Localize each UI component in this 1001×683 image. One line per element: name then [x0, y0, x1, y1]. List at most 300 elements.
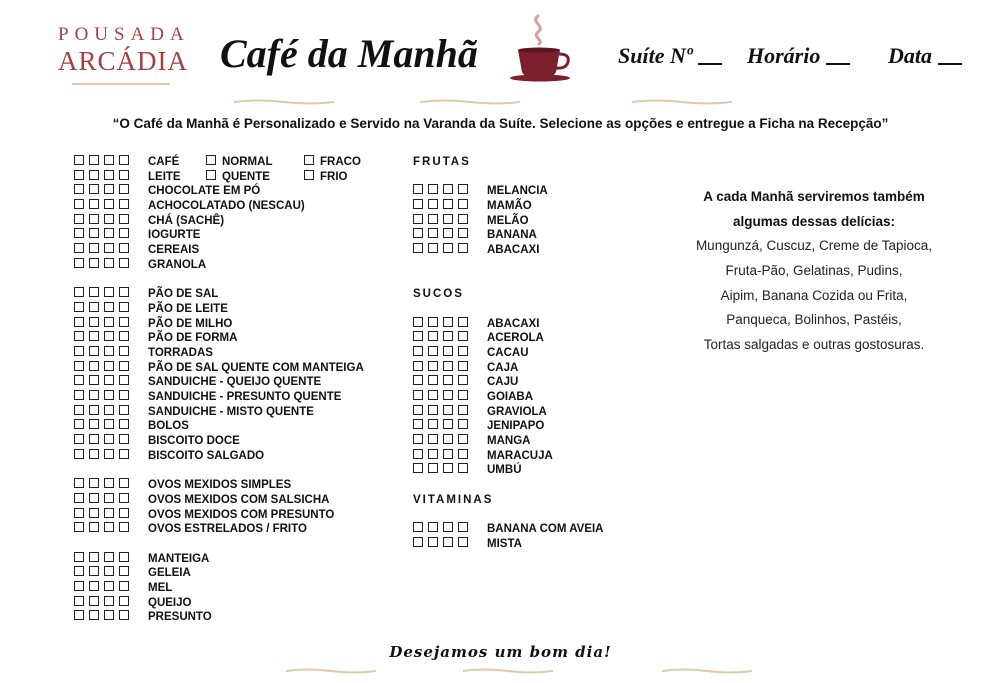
- checkbox-icon[interactable]: [428, 463, 438, 473]
- checkbox-icon[interactable]: [119, 508, 129, 518]
- checkbox-group: [74, 375, 148, 390]
- checkbox-icon[interactable]: [458, 419, 468, 429]
- checkbox-icon[interactable]: [304, 170, 314, 180]
- checkbox-icon[interactable]: [104, 375, 114, 385]
- menu-item-label: CAJA: [487, 361, 519, 374]
- checkbox-icon[interactable]: [104, 243, 114, 253]
- checkbox-group: [74, 419, 148, 434]
- checkbox-icon[interactable]: [119, 361, 129, 371]
- checkbox-group: [413, 449, 487, 464]
- checkbox-icon[interactable]: [104, 552, 114, 562]
- checkbox-icon[interactable]: [458, 375, 468, 385]
- checkbox-icon[interactable]: [89, 581, 99, 591]
- checkbox-group: [413, 375, 487, 390]
- extras-line: Panqueca, Bolinhos, Pastéis,: [726, 312, 902, 328]
- checkbox-icon[interactable]: [458, 199, 468, 209]
- checkbox-icon[interactable]: [104, 478, 114, 488]
- breads-list: [74, 287, 364, 463]
- checkbox-icon[interactable]: [428, 537, 438, 547]
- checkbox-icon[interactable]: [104, 228, 114, 238]
- checkbox-icon[interactable]: [119, 214, 129, 224]
- checkbox-icon[interactable]: [104, 361, 114, 371]
- checkbox-icon[interactable]: [428, 390, 438, 400]
- checkbox-icon[interactable]: [428, 346, 438, 356]
- checkbox-icon[interactable]: [413, 405, 423, 415]
- suite-number-blank[interactable]: [698, 45, 722, 65]
- checkbox-icon[interactable]: [458, 361, 468, 371]
- checkbox-icon[interactable]: [74, 287, 84, 297]
- checkbox-icon[interactable]: [119, 449, 129, 459]
- checkbox-icon[interactable]: [74, 405, 84, 415]
- checkbox-icon[interactable]: [458, 214, 468, 224]
- menu-item-row: [413, 522, 604, 537]
- menu-item-row: [413, 463, 604, 478]
- checkbox-icon[interactable]: [119, 331, 129, 341]
- option-label: NORMAL: [222, 156, 273, 168]
- checkbox-icon[interactable]: [104, 346, 114, 356]
- menu-item-label: OVOS MEXIDOS SIMPLES: [148, 479, 292, 492]
- checkbox-icon[interactable]: [104, 258, 114, 268]
- checkbox-icon[interactable]: [458, 463, 468, 473]
- checkbox-icon[interactable]: [458, 537, 468, 547]
- checkbox-icon[interactable]: [443, 434, 453, 444]
- menu-item-row: [74, 449, 364, 464]
- checkbox-icon[interactable]: [443, 375, 453, 385]
- checkbox-icon[interactable]: [428, 375, 438, 385]
- checkbox-icon[interactable]: [89, 258, 99, 268]
- checkbox-group: [74, 596, 148, 611]
- checkbox-icon[interactable]: [74, 155, 84, 165]
- menu-item-label: MANGA: [487, 435, 531, 448]
- ornament-divider: [662, 668, 752, 674]
- checkbox-icon[interactable]: [74, 552, 84, 562]
- checkbox-group: [413, 184, 487, 199]
- checkbox-icon[interactable]: [104, 493, 114, 503]
- checkbox-icon[interactable]: [89, 184, 99, 194]
- checkbox-icon[interactable]: [89, 405, 99, 415]
- menu-item-row: [74, 302, 364, 317]
- checkbox-group: [74, 610, 148, 625]
- checkbox-icon[interactable]: [119, 419, 129, 429]
- time-field[interactable]: [747, 43, 850, 69]
- checkbox-icon[interactable]: [443, 331, 453, 341]
- checkbox-icon[interactable]: [104, 184, 114, 194]
- checkbox-icon[interactable]: [74, 346, 84, 356]
- checkbox-icon[interactable]: [119, 552, 129, 562]
- checkbox-icon[interactable]: [428, 522, 438, 532]
- checkbox-icon[interactable]: [428, 419, 438, 429]
- checkbox-icon[interactable]: [443, 390, 453, 400]
- menu-item-row: [74, 331, 364, 346]
- instructions-text: “O Café da Manhã é Personalizado e Servido na Varanda da Suíte. Selecione as opções e entregue a Ficha na Recepção”: [112, 116, 889, 131]
- checkbox-icon[interactable]: [119, 434, 129, 444]
- section-title-sucos: SUCOS: [413, 288, 464, 301]
- checkbox-icon[interactable]: [119, 155, 129, 165]
- checkbox-group: [413, 243, 487, 258]
- checkbox-icon[interactable]: [104, 287, 114, 297]
- checkbox-icon[interactable]: [104, 566, 114, 576]
- checkbox-icon[interactable]: [89, 346, 99, 356]
- checkbox-group: [74, 566, 148, 581]
- checkbox-icon[interactable]: [119, 258, 129, 268]
- checkbox-icon[interactable]: [428, 228, 438, 238]
- menu-item-row: [74, 199, 364, 214]
- checkbox-icon[interactable]: [428, 184, 438, 194]
- checkbox-icon[interactable]: [428, 199, 438, 209]
- suite-number-label: Suíte Nº: [618, 43, 693, 68]
- checkbox-icon[interactable]: [458, 346, 468, 356]
- checkbox-group: [74, 522, 148, 537]
- checkbox-icon[interactable]: [89, 449, 99, 459]
- extras-line: Aipim, Banana Cozida ou Frita,: [720, 287, 908, 303]
- menu-item-label: MANTEIGA: [148, 552, 210, 565]
- checkbox-icon[interactable]: [428, 317, 438, 327]
- checkbox-icon[interactable]: [74, 228, 84, 238]
- checkbox-icon[interactable]: [74, 331, 84, 341]
- menu-item-label: OVOS MEXIDOS COM SALSICHA: [148, 493, 330, 506]
- checkbox-icon[interactable]: [89, 375, 99, 385]
- checkbox-icon[interactable]: [89, 155, 99, 165]
- checkbox-group: [74, 243, 148, 258]
- suite-number-field[interactable]: [618, 43, 722, 69]
- menu-item-label: ACHOCOLATADO (NESCAU): [148, 200, 305, 213]
- extras-heading-1: A cada Manhã serviremos também: [703, 189, 925, 204]
- checkbox-icon[interactable]: [119, 405, 129, 415]
- checkbox-icon[interactable]: [119, 596, 129, 606]
- checkbox-icon[interactable]: [458, 243, 468, 253]
- option-choice[interactable]: [206, 155, 296, 170]
- checkbox-icon[interactable]: [104, 199, 114, 209]
- checkbox-icon[interactable]: [74, 214, 84, 224]
- checkbox-group: [413, 228, 487, 243]
- menu-item-label: PÃO DE MILHO: [148, 317, 233, 330]
- checkbox-group: [413, 419, 487, 434]
- frutas-list: [413, 184, 604, 257]
- menu-item-label: TORRADAS: [148, 346, 213, 359]
- checkbox-icon[interactable]: [413, 390, 423, 400]
- checkbox-icon[interactable]: [74, 596, 84, 606]
- checkbox-icon[interactable]: [104, 155, 114, 165]
- checkbox-icon[interactable]: [413, 228, 423, 238]
- checkbox-icon[interactable]: [119, 302, 129, 312]
- checkbox-icon[interactable]: [458, 228, 468, 238]
- checkbox-icon[interactable]: [413, 375, 423, 385]
- checkbox-icon[interactable]: [89, 170, 99, 180]
- checkbox-icon[interactable]: [119, 287, 129, 297]
- checkbox-icon[interactable]: [428, 405, 438, 415]
- checkbox-group: [413, 463, 487, 478]
- checkbox-icon[interactable]: [428, 449, 438, 459]
- checkbox-icon[interactable]: [74, 199, 84, 209]
- checkbox-icon[interactable]: [119, 375, 129, 385]
- checkbox-icon[interactable]: [119, 390, 129, 400]
- checkbox-icon[interactable]: [458, 184, 468, 194]
- checkbox-icon[interactable]: [74, 493, 84, 503]
- checkbox-icon[interactable]: [104, 434, 114, 444]
- checkbox-icon[interactable]: [74, 419, 84, 429]
- menu-item-label: IOGURTE: [148, 229, 201, 242]
- menu-item-row: [413, 331, 604, 346]
- menu-item-row: [413, 184, 604, 199]
- checkbox-icon[interactable]: [89, 419, 99, 429]
- checkbox-icon[interactable]: [119, 199, 129, 209]
- ornament-divider: [234, 99, 334, 105]
- checkbox-icon[interactable]: [458, 390, 468, 400]
- menu-item-row: [413, 434, 604, 449]
- option-choice[interactable]: [206, 170, 296, 185]
- page-title: Café da Manhã: [220, 31, 478, 76]
- menu-item-row: [74, 552, 364, 567]
- checkbox-icon[interactable]: [104, 508, 114, 518]
- checkbox-icon[interactable]: [304, 155, 314, 165]
- checkbox-icon[interactable]: [413, 317, 423, 327]
- checkbox-icon[interactable]: [119, 170, 129, 180]
- menu-item-label: PÃO DE SAL: [148, 288, 219, 301]
- menu-item-row: [74, 581, 364, 596]
- checkbox-icon[interactable]: [428, 331, 438, 341]
- checkbox-icon[interactable]: [104, 170, 114, 180]
- checkbox-icon[interactable]: [413, 522, 423, 532]
- menu-item-row: [413, 375, 604, 390]
- checkbox-icon[interactable]: [89, 552, 99, 562]
- checkbox-icon[interactable]: [443, 346, 453, 356]
- menu-item-row: [74, 346, 364, 361]
- menu-item-label: MELANCIA: [487, 185, 548, 198]
- checkbox-icon[interactable]: [74, 581, 84, 591]
- checkbox-icon[interactable]: [119, 493, 129, 503]
- checkbox-icon[interactable]: [74, 508, 84, 518]
- checkbox-icon[interactable]: [104, 596, 114, 606]
- checkbox-icon[interactable]: [104, 214, 114, 224]
- checkbox-icon[interactable]: [413, 361, 423, 371]
- checkbox-icon[interactable]: [104, 302, 114, 312]
- checkbox-icon[interactable]: [89, 596, 99, 606]
- checkbox-icon[interactable]: [104, 390, 114, 400]
- checkbox-icon[interactable]: [89, 390, 99, 400]
- ornament-divider: [286, 668, 376, 674]
- checkbox-icon[interactable]: [413, 419, 423, 429]
- left-column: [74, 155, 364, 625]
- checkbox-icon[interactable]: [413, 331, 423, 341]
- checkbox-icon[interactable]: [74, 449, 84, 459]
- checkbox-icon[interactable]: [74, 375, 84, 385]
- checkbox-icon[interactable]: [119, 228, 129, 238]
- menu-item-row: [413, 228, 604, 243]
- checkbox-icon[interactable]: [206, 155, 216, 165]
- checkbox-icon[interactable]: [413, 199, 423, 209]
- checkbox-icon[interactable]: [104, 610, 114, 620]
- checkbox-icon[interactable]: [119, 478, 129, 488]
- menu-item-label: MAMÃO: [487, 200, 532, 213]
- checkbox-group: [74, 390, 148, 405]
- checkbox-icon[interactable]: [443, 419, 453, 429]
- checkbox-icon[interactable]: [443, 537, 453, 547]
- menu-item-label: CACAU: [487, 346, 529, 359]
- checkbox-icon[interactable]: [89, 361, 99, 371]
- checkbox-icon[interactable]: [89, 493, 99, 503]
- checkbox-icon[interactable]: [413, 463, 423, 473]
- checkbox-icon[interactable]: [89, 522, 99, 532]
- menu-item-label: MEL: [148, 581, 173, 594]
- checkbox-icon[interactable]: [104, 317, 114, 327]
- checkbox-group: [413, 361, 487, 376]
- checkbox-group: [74, 214, 148, 229]
- checkbox-icon[interactable]: [89, 199, 99, 209]
- checkbox-icon[interactable]: [443, 228, 453, 238]
- checkbox-icon[interactable]: [443, 361, 453, 371]
- checkbox-icon[interactable]: [458, 405, 468, 415]
- logo-line-2: ARCÁDIA: [58, 46, 189, 76]
- checkbox-icon[interactable]: [89, 434, 99, 444]
- checkbox-icon[interactable]: [119, 566, 129, 576]
- extras-panel: [672, 184, 956, 358]
- checkbox-icon[interactable]: [458, 522, 468, 532]
- checkbox-icon[interactable]: [428, 361, 438, 371]
- checkbox-icon[interactable]: [428, 243, 438, 253]
- checkbox-icon[interactable]: [443, 184, 453, 194]
- option-choice[interactable]: [304, 155, 361, 170]
- checkbox-icon[interactable]: [443, 243, 453, 253]
- menu-item-row: [74, 243, 364, 258]
- option-label: FRIO: [320, 170, 348, 183]
- extras-line: Fruta-Pão, Gelatinas, Pudins,: [725, 262, 903, 278]
- menu-item-label: BISCOITO SALGADO: [148, 449, 265, 462]
- checkbox-icon[interactable]: [458, 449, 468, 459]
- menu-item-label: BANANA: [487, 229, 537, 242]
- date-label: Data: [888, 43, 932, 68]
- checkbox-icon[interactable]: [89, 302, 99, 312]
- checkbox-icon[interactable]: [74, 243, 84, 253]
- checkbox-icon[interactable]: [413, 184, 423, 194]
- eggs-list: [74, 478, 364, 537]
- menu-item-row: [74, 493, 364, 508]
- checkbox-icon[interactable]: [443, 522, 453, 532]
- checkbox-icon[interactable]: [413, 449, 423, 459]
- checkbox-icon[interactable]: [89, 478, 99, 488]
- checkbox-icon[interactable]: [89, 610, 99, 620]
- menu-item-label: BISCOITO DOCE: [148, 435, 240, 448]
- spreads-list: [74, 552, 364, 625]
- checkbox-icon[interactable]: [104, 449, 114, 459]
- checkbox-icon[interactable]: [443, 214, 453, 224]
- checkbox-group: [74, 317, 148, 332]
- checkbox-icon[interactable]: [119, 522, 129, 532]
- checkbox-icon[interactable]: [413, 434, 423, 444]
- checkbox-icon[interactable]: [413, 346, 423, 356]
- drinks-list: [74, 155, 364, 273]
- menu-item-row: [74, 155, 364, 170]
- checkbox-icon[interactable]: [74, 361, 84, 371]
- checkbox-icon[interactable]: [104, 581, 114, 591]
- checkbox-icon[interactable]: [74, 390, 84, 400]
- checkbox-icon[interactable]: [89, 331, 99, 341]
- menu-item-row: [413, 419, 604, 434]
- checkbox-icon[interactable]: [119, 581, 129, 591]
- checkbox-icon[interactable]: [428, 214, 438, 224]
- menu-item-label: CAFÉ: [148, 156, 180, 168]
- checkbox-icon[interactable]: [443, 199, 453, 209]
- checkbox-icon[interactable]: [104, 419, 114, 429]
- checkbox-icon[interactable]: [458, 434, 468, 444]
- checkbox-icon[interactable]: [74, 184, 84, 194]
- checkbox-icon[interactable]: [89, 214, 99, 224]
- menu-item-label: CHOCOLATE EM PÓ: [148, 185, 261, 198]
- menu-item-row: [413, 317, 604, 332]
- option-choice[interactable]: [304, 170, 347, 185]
- checkbox-icon[interactable]: [104, 522, 114, 532]
- checkbox-icon[interactable]: [206, 170, 216, 180]
- date-field[interactable]: [888, 43, 962, 69]
- menu-item-label: MARACUJA: [487, 449, 553, 462]
- checkbox-icon[interactable]: [74, 258, 84, 268]
- checkbox-icon[interactable]: [413, 214, 423, 224]
- footer-greeting: Desejamos um bom dia!: [389, 643, 612, 661]
- ornament-divider: [420, 99, 520, 105]
- checkbox-icon[interactable]: [74, 434, 84, 444]
- menu-item-row: [413, 346, 604, 361]
- checkbox-icon[interactable]: [119, 184, 129, 194]
- checkbox-icon[interactable]: [89, 287, 99, 297]
- checkbox-icon[interactable]: [443, 463, 453, 473]
- checkbox-icon[interactable]: [443, 405, 453, 415]
- time-blank[interactable]: [826, 45, 850, 65]
- checkbox-icon[interactable]: [89, 228, 99, 238]
- checkbox-icon[interactable]: [89, 317, 99, 327]
- checkbox-icon[interactable]: [74, 170, 84, 180]
- menu-item-label: BOLOS: [148, 420, 189, 433]
- checkbox-group: [74, 508, 148, 523]
- vitaminas-list: [413, 522, 604, 551]
- menu-item-row: [74, 361, 364, 376]
- checkbox-icon[interactable]: [119, 346, 129, 356]
- menu-item-row: [74, 478, 364, 493]
- checkbox-group: [413, 434, 487, 449]
- menu-item-label: CHÁ (SACHÊ): [148, 214, 225, 227]
- checkbox-icon[interactable]: [458, 317, 468, 327]
- checkbox-icon[interactable]: [119, 243, 129, 253]
- checkbox-icon[interactable]: [74, 566, 84, 576]
- checkbox-icon[interactable]: [443, 449, 453, 459]
- checkbox-icon[interactable]: [413, 243, 423, 253]
- checkbox-icon[interactable]: [104, 405, 114, 415]
- checkbox-icon[interactable]: [89, 566, 99, 576]
- checkbox-icon[interactable]: [74, 317, 84, 327]
- menu-item-label: JENIPAPO: [487, 420, 545, 433]
- checkbox-group: [413, 331, 487, 346]
- checkbox-group: [413, 405, 487, 420]
- menu-item-label: GELEIA: [148, 567, 191, 580]
- checkbox-icon[interactable]: [104, 331, 114, 341]
- checkbox-icon[interactable]: [458, 331, 468, 341]
- checkbox-icon[interactable]: [428, 434, 438, 444]
- menu-item-row: [74, 228, 364, 243]
- menu-item-row: [413, 405, 604, 420]
- checkbox-icon[interactable]: [74, 302, 84, 312]
- checkbox-icon[interactable]: [74, 478, 84, 488]
- checkbox-icon[interactable]: [413, 537, 423, 547]
- checkbox-icon[interactable]: [443, 317, 453, 327]
- checkbox-icon[interactable]: [74, 610, 84, 620]
- menu-item-row: [74, 170, 364, 185]
- menu-item-row: [74, 184, 364, 199]
- checkbox-group: [413, 199, 487, 214]
- checkbox-icon[interactable]: [119, 610, 129, 620]
- date-blank[interactable]: [938, 45, 962, 65]
- checkbox-icon[interactable]: [89, 243, 99, 253]
- checkbox-icon[interactable]: [89, 508, 99, 518]
- checkbox-icon[interactable]: [74, 522, 84, 532]
- checkbox-icon[interactable]: [119, 317, 129, 327]
